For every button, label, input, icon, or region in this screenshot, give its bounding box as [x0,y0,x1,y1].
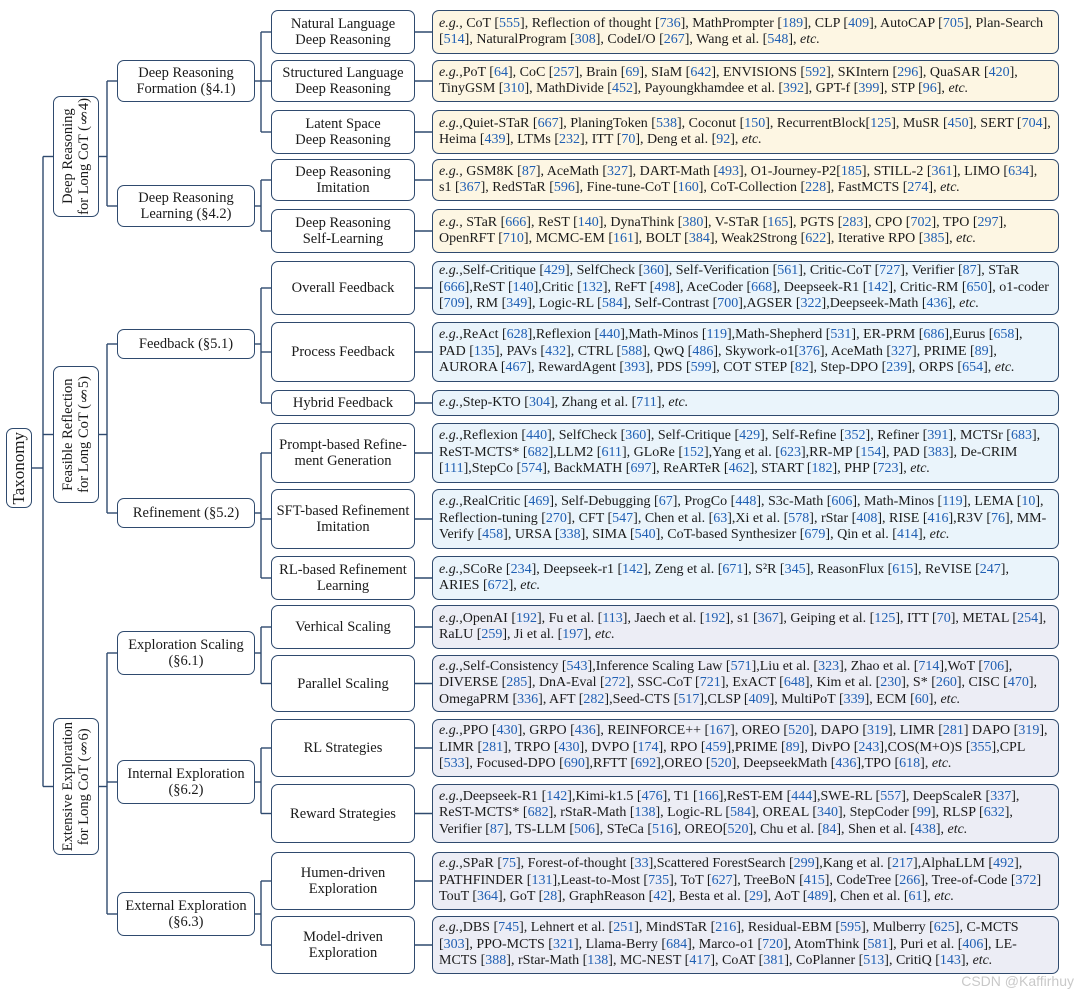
leaf-text: e.g., CoT [555], Reflection of thought [736], MathPrompter [189], CLP [409], AutoCAP [705], Plan-Search [514], NaturalProgram [308], CodeI/O [267], Wang et al. [548], etc. [439,15,1044,47]
method-node [271,209,415,253]
node-label: RL-based Refinement Learning [279,562,407,594]
node-label: Refinement (§5.2) [132,505,240,521]
node-label: Deep Reasoning Self-Learning [295,215,391,247]
leaf-text: e.g.,PPO [430], GRPO [436], REINFORCE++ [167], OREO [520], DAPO [319], LIMR [281] DAPO [319], LIMR [281], TRPO [430], DVPO [174], RPO [459],PRIME [89], DivPO [243],COS(M+O)S [355],CPL [533], Focused-DPO [690],RFTT [692],OREO [520], DeepseekMath [436],TPO [618], etc. [439,723,1048,772]
examples-box [432,322,1059,382]
node-label: Exploration Scaling (§6.1) [128,637,244,669]
leaf-text: e.g.,OpenAI [192], Fu et al. [113], Jaech et al. [192], s1 [367], Geiping et al. [125], ITT [70], METAL [254], RaLU [259], Ji et al. [197], etc. [439,610,1047,642]
node-label: Prompt-based Refine- ment Generation [279,437,407,469]
leaf-text: e.g.,DBS [745], Lehnert et al. [251], MindSTaR [216], Residual-EBM [595], Mulberry [625], C-MCTS [303], PPO-MCTS [321], Llama-Berry [684], Marco-o1 [720], AtomThink [581], Puri et al. [406], LE-MCTS [388], rStar-Math [138], MC-NEST [417], CoAT [381], CoPlanner [513], CritiQ [143], etc. [439,920,1019,969]
leaf-text: e.g.,Self-Critique [429], SelfCheck [360], Self-Verification [561], Critic-CoT [727], Verifier [87], STaR [666],ReST [140],Critic [132], ReFT [498], AceCoder [668], Deepseek-R1 [142], Critic-RM [650], o1-coder [709], RM [349], Logic-RL [584], Self-Contrast [700],AGSER [322],Deepseek-Math [436], etc. [439,263,1049,312]
subcategory-node [117,631,255,675]
node-label: Deep Reasoning Formation (§4.1) [136,65,236,97]
category-node [53,96,99,217]
method-node [271,261,415,315]
leaf-text: e.g.,Reflexion [440], SelfCheck [360], Self-Critique [429], Self-Refine [352], Refiner [391], MCTSr [683], ReST-MCTS* [682],LLM2 [611], GLoRe [152],Yang et al. [623],RR-MP [154], PAD [383], De-CRIM [111],StepCo [574], BackMATH [697], ReARTeR [462], START [182], PHP [723], etc. [439,428,1041,477]
leaf-text: e.g.,PoT [64], CoC [257], Brain [69], SIaM [642], ENVISIONS [592], SKIntern [296], QuaSAR [420], TinyGSM [310], MathDivide [452], Payoungkhamdee et al. [392], GPT-f [399], STP [96], etc. [439,64,1018,96]
leaf-text: e.g., STaR [666], ReST [140], DynaThink [380], V-STaR [165], PGTS [283], CPO [702], TPO [297], OpenRFT [710], MCMC-EM [161], BOLT [384], Weak2Strong [622], Iterative RPO [385], etc. [439,214,1007,246]
examples-box [432,423,1059,483]
method-node [271,489,415,549]
method-node [271,605,415,649]
leaf-text: e.g., GSM8K [87], AceMath [327], DART-Math [493], O1-Journey-P2[185], STILL-2 [361], LIMO [634], s1 [367], RedSTaR [596], Fine-tune-CoT [160], CoT-Collection [228], FastMCTS [274], etc. [439,163,1038,195]
examples-box [432,852,1059,910]
node-label: Structured Language Deep Reasoning [282,65,404,97]
method-node [271,390,415,416]
examples-box [432,916,1059,974]
node-label: Feedback (§5.1) [138,336,234,352]
taxonomy-root [6,428,32,508]
node-label: Hybrid Feedback [292,395,394,411]
leaf-text: e.g.,RealCritic [469], Self-Debugging [67], ProgCo [448], S3c-Math [606], Math-Minos [119], LEMA [10], Reflection-tuning [270], CFT [547], Chen et al. [63],Xi et al. [578], rStar [408], RISE [416],R3V [76], MM-Verify [458], URSA [338], SIMA [540], CoT-based Synthesizer [679], Qin et al. [414], etc. [439,494,1047,543]
method-node [271,655,415,712]
node-label: External Exploration (§6.3) [125,898,247,930]
examples-box [432,159,1059,201]
node-label: Humen-driven Exploration [300,865,386,897]
examples-box [432,489,1059,549]
examples-box [432,60,1059,102]
node-label: Reward Strategies [290,805,396,822]
method-node [271,916,415,974]
method-node [271,556,415,600]
node-label: Feasible Reflection for Long CoT (§5) [60,376,92,493]
subcategory-node [117,892,255,936]
examples-box [432,261,1059,315]
subcategory-node [117,60,255,102]
examples-box [432,10,1059,54]
examples-box [432,209,1059,253]
node-label: Deep Reasoning Learning (§4.2) [138,190,234,222]
watermark: CSDN @Kaffirhuy [961,973,1074,989]
node-label: Deep Reasoning for Long CoT (§4) [60,98,92,215]
node-label: SFT-based Refinement Imitation [276,503,410,535]
subcategory-node [117,185,255,227]
examples-box [432,719,1059,777]
examples-box [432,605,1059,649]
method-node [271,322,415,382]
node-label: Parallel Scaling [297,675,389,692]
node-label: Extensive Exploration for Long CoT (§6) [60,721,92,852]
examples-box [432,784,1059,843]
node-label: Overall Feedback [291,280,395,296]
method-node [271,784,415,843]
leaf-text: e.g.,Self-Consistency [543],Inference Scaling Law [571],Liu et al. [323], Zhao et al. [714],WoT [706], DIVERSE [285], DnA-Eval [272], SSC-CoT [721], ExACT [648], Kim et al. [230], S* [260], CISC [470], OmegaPRM [336], AFT [282],Seed-CTS [517],CLSP [409], MultiPoT [339], ECM [60], etc. [439,658,1037,707]
node-label: Latent Space Deep Reasoning [295,116,391,148]
node-label: Internal Exploration (§6.2) [127,766,245,798]
subcategory-node [117,329,255,359]
leaf-text: e.g.,Deepseek-R1 [142],Kimi-k1.5 [476], T1 [166],ReST-EM [444],SWE-RL [557], DeepScaleR [337], ReST-MCTS* [682], rStaR-Math [138], Logic-RL [584], OREAL [340], StepCoder [99], RLSP [632], Verifier [87], TS-LLM [506], STeCa [516], OREO[520], Chu et al. [84], Shen et al. [438], etc. [439,788,1020,837]
examples-box [432,655,1059,712]
examples-box [432,390,1059,416]
leaf-text: e.g.,SCoRe [234], Deepseek-r1 [142], Zeng et al. [671], S²R [345], ReasonFlux [615], ReVISE [247], ARIES [672], etc. [439,561,1009,593]
examples-box [432,556,1059,600]
method-node [271,852,415,910]
method-node [271,60,415,102]
node-label: Verhical Scaling [295,619,391,635]
node-label: Deep Reasoning Imitation [295,164,391,196]
node-label: Natural Language Deep Reasoning [290,16,396,48]
node-label: Model-driven Exploration [303,929,383,961]
subcategory-node [117,760,255,804]
node-label: RL Strategies [303,740,383,756]
method-node [271,719,415,777]
node-label: Taxonomy [9,431,28,505]
method-node [271,110,415,154]
method-node [271,423,415,483]
category-node [53,366,99,503]
examples-box [432,110,1059,154]
method-node [271,10,415,54]
leaf-text: e.g.,ReAct [628],Reflexion [440],Math-Minos [119],Math-Shepherd [531], ER-PRM [686],Eurus [658], PAD [135], PAVs [432], CTRL [588], QwQ [486], Skywork-o1[376], AceMath [327], PRIME [89], AURORA [467], RewardAgent [393], PDS [599], COT STEP [82], Step-DPO [239], ORPS [654], etc. [439,327,1023,376]
category-node [53,718,99,855]
leaf-text: e.g.,Step-KTO [304], Zhang et al. [711], etc. [439,394,689,410]
leaf-text: e.g.,SPaR [75], Forest-of-thought [33],Scattered ForestSearch [299],Kang et al. [217],AlphaLLM [492], PATHFINDER [131],Least-to-Most [735], ToT [627], TreeBoN [415], CodeTree [266], Tree-of-Code [372] TouT [364], GoT [28], GraphReason [42], Besta et al. [29], AoT [489], Chen et al. [61], etc. [439,856,1042,905]
method-node [271,159,415,201]
leaf-text: e.g.,Quiet-STaR [667], PlaningToken [538], Coconut [150], RecurrentBlock[125], MuSR [450], SERT [704], Heima [439], LTMs [232], ITT [70], Deng et al. [92], etc. [439,115,1051,147]
node-label: Process Feedback [291,344,395,360]
subcategory-node [117,498,255,528]
